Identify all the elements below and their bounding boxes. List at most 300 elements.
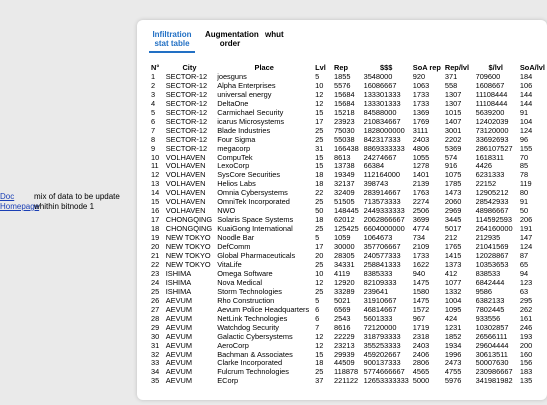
cell-rep-per-lvl: 1934: [444, 340, 462, 350]
cell-number: 4: [151, 98, 156, 108]
cell-number: 13: [151, 179, 160, 189]
cell-number: 20: [151, 242, 160, 252]
cell-number: 19: [151, 233, 160, 243]
cell-lvl: 6: [315, 313, 320, 323]
cell-soa-rep: 1733: [412, 251, 430, 261]
cell-soa-rep: 4806: [412, 143, 430, 153]
cell-soa-rep: 940: [412, 268, 426, 278]
cell-city: VOLHAVEN: [165, 161, 206, 171]
cell-rep-per-lvl: 1004: [444, 295, 462, 305]
cell-city: VOLHAVEN: [165, 152, 206, 162]
tab-label: Augmentation order: [205, 30, 259, 48]
cell-rep: 15218: [334, 107, 355, 117]
cell-city: AEVUM: [165, 322, 193, 332]
cell-rep-per-lvl: 1415: [444, 251, 462, 261]
cell-rep-per-lvl: 1765: [444, 242, 462, 252]
cell-money-per-lvl: 4426: [475, 161, 493, 171]
cell-rep-per-lvl: 2060: [444, 197, 462, 207]
cell-soa-per-lvl: 156: [519, 358, 533, 368]
doc-link[interactable]: Doc: [0, 192, 15, 201]
cell-lvl: 50: [315, 206, 324, 216]
cell-money-per-lvl: 12028867: [475, 251, 509, 261]
cell-rep-per-lvl: 412: [444, 268, 458, 278]
cell-lvl: 5: [315, 71, 320, 81]
cell-money-per-lvl: 26566111: [475, 331, 508, 341]
cell-rep: 221122: [334, 376, 359, 386]
cell-rep: 44509: [334, 358, 355, 368]
cell-place: Clarke Incorporated: [217, 358, 283, 368]
cell-lvl: 17: [315, 242, 324, 252]
cell-number: 26: [151, 295, 160, 305]
cell-rep: 5576: [334, 80, 351, 90]
cell-rep: 13738: [334, 161, 355, 171]
cell-number: 32: [151, 349, 160, 359]
cell-city: NEW TOKYO: [165, 251, 211, 261]
cell-soa-rep: 1622: [412, 259, 430, 269]
cell-lvl: 12: [315, 277, 324, 287]
cell-soa-rep: 2274: [412, 197, 430, 207]
cell-city: ISHIMA: [165, 286, 192, 296]
cell-place: Solaris Space Systems: [217, 215, 294, 225]
cell-soa-rep: 1055: [412, 152, 430, 162]
cell-lvl: 20: [315, 251, 324, 261]
cell-place: NWO: [217, 206, 236, 216]
header-soa-per-lvl: SoA/lvl: [519, 63, 545, 72]
homepage-link[interactable]: Homepage: [0, 202, 40, 211]
cell-money: 133301333: [363, 98, 401, 108]
tab-bar: [149, 30, 294, 53]
cell-soa-rep: 734: [412, 233, 426, 243]
cell-soa-per-lvl: 70: [519, 152, 529, 162]
sidebar-links: [0, 192, 40, 212]
cell-lvl: 15: [315, 152, 324, 162]
cell-money: 12653333333: [363, 376, 409, 386]
cell-place: DefComm: [217, 242, 251, 252]
cell-number: 25: [151, 286, 160, 296]
cell-rep: 29939: [334, 349, 355, 359]
header-rep: Rep: [334, 63, 348, 72]
cell-city: SECTOR-12: [165, 89, 208, 99]
cell-place: Helios Labs: [217, 179, 256, 189]
cell-city: SECTOR-12: [165, 116, 208, 126]
cell-rep-per-lvl: 558: [444, 80, 458, 90]
cell-money: 2449333333: [363, 206, 405, 216]
table-row: [149, 377, 547, 386]
cell-lvl: 25: [315, 134, 324, 144]
cell-money-per-lvl: 212935: [475, 233, 501, 243]
header-rep-per-lvl: Rep/lvl: [444, 63, 470, 72]
cell-lvl: 5: [315, 295, 320, 305]
cell-city: SECTOR-12: [165, 107, 208, 117]
cell-city: AEVUM: [165, 349, 193, 359]
cell-soa-rep: 1475: [412, 295, 430, 305]
cell-soa-rep: 5000: [412, 376, 430, 386]
cell-soa-per-lvl: 200: [519, 340, 533, 350]
cell-lvl: 25: [315, 224, 324, 234]
cell-money: 357706667: [363, 242, 401, 252]
cell-number: 16: [151, 206, 160, 216]
cell-place: Alpha Enterprises: [217, 80, 276, 90]
cell-soa-rep: 1733: [412, 98, 430, 108]
cell-soa-per-lvl: 135: [519, 376, 533, 386]
cell-soa-per-lvl: 85: [519, 161, 529, 171]
cell-money-per-lvl: 9586: [475, 286, 493, 296]
cell-money: 283914667: [363, 188, 401, 198]
cell-number: 24: [151, 277, 160, 287]
cell-city: SECTOR-12: [165, 98, 208, 108]
cell-rep: 125425: [334, 224, 359, 234]
cell-money: 2062866667: [363, 215, 405, 225]
cell-place: Blade Industries: [217, 125, 271, 135]
cell-lvl: 22: [315, 188, 324, 198]
cell-soa-rep: 2318: [412, 331, 430, 341]
sidebar-note: mix of data to be update whithin bitnode 1: [34, 192, 120, 211]
cell-rep: 15684: [334, 98, 355, 108]
cell-money-per-lvl: 33692693: [475, 134, 509, 144]
tab-augmentation-order[interactable]: [205, 30, 259, 53]
cell-money-per-lvl: 11108444: [475, 98, 508, 108]
cell-city: AEVUM: [165, 295, 193, 305]
cell-money-per-lvl: 48986667: [475, 206, 509, 216]
content-panel: [137, 20, 547, 400]
cell-place: ECorp: [217, 376, 239, 386]
cell-city: VOLHAVEN: [165, 188, 206, 198]
cell-money: 16086667: [363, 80, 397, 90]
cell-rep-per-lvl: 371: [444, 71, 458, 81]
cell-rep-per-lvl: 1307: [444, 89, 462, 99]
cell-soa-rep: 1769: [412, 116, 430, 126]
cell-rep: 23213: [334, 340, 355, 350]
cell-number: 15: [151, 197, 160, 207]
cell-number: 18: [151, 224, 160, 234]
cell-soa-per-lvl: 191: [519, 224, 533, 234]
cell-number: 10: [151, 152, 160, 162]
cell-rep-per-lvl: 2202: [444, 134, 462, 144]
cell-money: 459202667: [363, 349, 401, 359]
infiltration-stat-table: [149, 64, 547, 386]
tab-label: whut: [265, 30, 284, 39]
cell-soa-per-lvl: 80: [519, 188, 529, 198]
cell-number: 29: [151, 322, 160, 332]
cell-rep-per-lvl: 1231: [444, 322, 462, 332]
cell-city: AEVUM: [165, 304, 193, 314]
cell-rep-per-lvl: 1473: [444, 188, 462, 198]
cell-number: 23: [151, 268, 160, 278]
cell-soa-per-lvl: 119: [519, 179, 532, 189]
cell-soa-rep: 1278: [412, 161, 430, 171]
cell-number: 34: [151, 367, 160, 377]
cell-money: 258841333: [363, 259, 401, 269]
cell-lvl: 25: [315, 197, 324, 207]
cell-soa-per-lvl: 124: [519, 125, 533, 135]
cell-rep-per-lvl: 5369: [444, 143, 462, 153]
cell-rep: 8616: [334, 322, 351, 332]
cell-place: SysCore Securities: [217, 170, 281, 180]
cell-money-per-lvl: 50007630: [475, 358, 509, 368]
cell-place: DeltaOne: [217, 98, 249, 108]
cell-number: 33: [151, 358, 160, 368]
cell-money-per-lvl: 1618311: [475, 152, 504, 162]
cell-rep: 8613: [334, 152, 351, 162]
cell-place: icarus Microsystems: [217, 116, 285, 126]
cell-place: Nova Medical: [217, 277, 262, 287]
cell-lvl: 18: [315, 358, 324, 368]
cell-rep: 28305: [334, 251, 355, 261]
cell-number: 9: [151, 143, 156, 153]
cell-place: Noodle Bar: [217, 233, 255, 243]
cell-city: SECTOR-12: [165, 71, 208, 81]
cell-soa-rep: 1475: [412, 277, 430, 287]
cell-money: 66384: [363, 161, 385, 171]
cell-lvl: 15: [315, 161, 324, 171]
cell-number: 12: [151, 170, 160, 180]
header-city: City: [182, 63, 197, 72]
cell-money: 3548000: [363, 71, 393, 81]
cell-lvl: 15: [315, 107, 324, 117]
cell-money-per-lvl: 11108444: [475, 89, 508, 99]
cell-soa-rep: 2506: [412, 206, 430, 216]
cell-lvl: 25: [315, 286, 324, 296]
cell-place: Omnia Cybersystems: [217, 188, 288, 198]
cell-rep-per-lvl: 916: [444, 161, 458, 171]
header-soa-rep: SoA rep: [412, 63, 441, 72]
cell-city: VOLHAVEN: [165, 197, 206, 207]
cell-money-per-lvl: 5639200: [475, 107, 505, 117]
cell-money-per-lvl: 73120000: [475, 125, 509, 135]
cell-soa-rep: 920: [412, 71, 426, 81]
cell-rep-per-lvl: 1407: [444, 116, 462, 126]
cell-rep-per-lvl: 3445: [444, 215, 462, 225]
cell-money-per-lvl: 21041569: [475, 242, 509, 252]
cell-place: Global Pharmaceuticals: [217, 251, 296, 261]
cell-money: 713573333: [363, 197, 401, 207]
cell-place: Carmichael Security: [217, 107, 284, 117]
cell-lvl: 12: [315, 89, 324, 99]
cell-soa-rep: 1580: [412, 286, 430, 296]
cell-rep-per-lvl: 1852: [444, 331, 462, 341]
cell-soa-rep: 2109: [412, 242, 430, 252]
cell-number: 22: [151, 259, 160, 269]
cell-city: SECTOR-12: [165, 143, 208, 153]
cell-number: 8: [151, 134, 156, 144]
cell-money: 72120000: [363, 322, 397, 332]
cell-number: 3: [151, 89, 156, 99]
cell-soa-per-lvl: 160: [519, 349, 533, 359]
cell-rep: 1059: [334, 233, 351, 243]
cell-lvl: 12: [315, 340, 324, 350]
cell-rep-per-lvl: 1996: [444, 349, 462, 359]
cell-lvl: 10: [315, 80, 324, 90]
cell-place: VitaLife: [217, 259, 242, 269]
cell-soa-per-lvl: 161: [519, 313, 533, 323]
cell-lvl: 5: [315, 233, 320, 243]
cell-rep: 15684: [334, 89, 355, 99]
cell-soa-per-lvl: 262: [519, 304, 533, 314]
cell-rep: 23923: [334, 116, 355, 126]
cell-lvl: 18: [315, 179, 324, 189]
cell-lvl: 25: [315, 125, 324, 135]
cell-place: OmniTek Incorporated: [217, 197, 290, 207]
cell-rep: 33289: [334, 286, 355, 296]
cell-soa-rep: 2139: [412, 179, 430, 189]
cell-lvl: 25: [315, 367, 324, 377]
cell-money: 1064673: [363, 233, 393, 243]
cell-city: AEVUM: [165, 376, 193, 386]
cell-money-per-lvl: 29604444: [475, 340, 509, 350]
cell-city: AEVUM: [165, 367, 193, 377]
cell-soa-per-lvl: 206: [519, 215, 533, 225]
cell-soa-rep: 1063: [412, 80, 430, 90]
cell-soa-per-lvl: 65: [519, 259, 529, 269]
cell-rep-per-lvl: 1373: [444, 259, 462, 269]
cell-lvl: 10: [315, 268, 324, 278]
cell-city: AEVUM: [165, 313, 193, 323]
cell-rep-per-lvl: 1307: [444, 98, 462, 108]
cell-money: 24274667: [363, 152, 397, 162]
cell-money: 240577333: [363, 251, 401, 261]
cell-money-per-lvl: 10353653: [475, 259, 509, 269]
cell-money-per-lvl: 286107527: [475, 143, 513, 153]
cell-rep-per-lvl: 212: [444, 233, 458, 243]
cell-place: KuaiGong International: [217, 224, 293, 234]
cell-city: NEW TOKYO: [165, 233, 211, 243]
cell-soa-rep: 3699: [412, 215, 430, 225]
tab-whut[interactable]: [265, 30, 284, 53]
cell-place: Bachman & Associates: [217, 349, 293, 359]
cell-soa-rep: 4774: [412, 224, 430, 234]
cell-soa-rep: 967: [412, 313, 426, 323]
cell-rep: 22229: [334, 331, 355, 341]
cell-rep-per-lvl: 2969: [444, 206, 462, 216]
cell-rep: 51505: [334, 197, 355, 207]
cell-rep-per-lvl: 1015: [444, 107, 462, 117]
cell-soa-rep: 1733: [412, 89, 430, 99]
cell-soa-per-lvl: 295: [519, 295, 533, 305]
cell-city: SECTOR-12: [165, 80, 208, 90]
cell-place: Rho Construction: [217, 295, 275, 305]
cell-rep-per-lvl: 1075: [444, 170, 462, 180]
cell-rep-per-lvl: 1785: [444, 179, 462, 189]
cell-city: AEVUM: [165, 358, 193, 368]
tab-label: Infiltration stat table: [152, 30, 192, 48]
cell-number: 17: [151, 215, 160, 225]
cell-rep: 75030: [334, 125, 355, 135]
cell-soa-per-lvl: 246: [519, 322, 533, 332]
cell-money: 5774666667: [363, 367, 405, 377]
cell-number: 1: [151, 71, 156, 81]
cell-soa-rep: 1369: [412, 107, 430, 117]
cell-place: Omega Software: [217, 268, 273, 278]
cell-money-per-lvl: 28542933: [475, 197, 509, 207]
cell-rep: 32409: [334, 188, 355, 198]
cell-rep: 148445: [334, 206, 359, 216]
cell-money-per-lvl: 341981982: [475, 376, 513, 386]
cell-number: 2: [151, 80, 156, 90]
cell-soa-per-lvl: 106: [519, 80, 533, 90]
cell-city: ISHIMA: [165, 277, 192, 287]
cell-place: Four Sigma: [217, 134, 256, 144]
cell-lvl: 15: [315, 349, 324, 359]
header-place: Place: [254, 63, 274, 72]
cell-rep: 62012: [334, 215, 355, 225]
cell-soa-per-lvl: 124: [519, 242, 533, 252]
cell-soa-per-lvl: 94: [519, 268, 529, 278]
cell-number: 31: [151, 340, 160, 350]
cell-rep-per-lvl: 1095: [444, 304, 462, 314]
cell-soa-per-lvl: 184: [519, 71, 533, 81]
cell-place: Storm Technologies: [217, 286, 282, 296]
cell-city: ISHIMA: [165, 268, 192, 278]
cell-soa-rep: 2806: [412, 358, 430, 368]
cell-soa-per-lvl: 63: [519, 286, 529, 296]
cell-money-per-lvl: 1608667: [475, 80, 505, 90]
cell-money: 318793333: [363, 331, 401, 341]
cell-place: joesguns: [217, 71, 247, 81]
cell-soa-rep: 3111: [412, 125, 429, 135]
cell-money: 46814667: [363, 304, 397, 314]
cell-soa-per-lvl: 87: [519, 251, 529, 261]
cell-city: VOLHAVEN: [165, 179, 206, 189]
cell-place: LexoCorp: [217, 161, 250, 171]
cell-city: CHONGQING: [165, 224, 213, 234]
cell-city: NEW TOKYO: [165, 259, 211, 269]
cell-rep: 118878: [334, 367, 359, 377]
cell-soa-per-lvl: 50: [519, 206, 529, 216]
cell-place: CompuTek: [217, 152, 253, 162]
cell-money: 5601333: [363, 313, 393, 323]
cell-money-per-lvl: 12402039: [475, 116, 509, 126]
cell-soa-rep: 1763: [412, 188, 430, 198]
cell-place: Watchdog Security: [217, 322, 279, 332]
cell-money: 8385333: [363, 268, 393, 278]
cell-rep: 4119: [334, 268, 350, 278]
cell-rep: 6569: [334, 304, 351, 314]
cell-soa-per-lvl: 123: [519, 277, 533, 287]
cell-money: 1828000000: [363, 125, 405, 135]
cell-rep-per-lvl: 2473: [444, 358, 462, 368]
cell-money-per-lvl: 838533: [475, 268, 501, 278]
cell-soa-per-lvl: 183: [519, 367, 533, 377]
cell-number: 11: [151, 161, 159, 171]
cell-soa-rep: 2403: [412, 134, 430, 144]
cell-lvl: 25: [315, 259, 324, 269]
cell-lvl: 18: [315, 170, 324, 180]
cell-money: 355253333: [363, 340, 401, 350]
cell-rep: 5021: [334, 295, 351, 305]
cell-rep: 30000: [334, 242, 355, 252]
header-money: $$$: [380, 63, 393, 72]
cell-lvl: 17: [315, 116, 324, 126]
cell-number: 14: [151, 188, 160, 198]
cell-number: 5: [151, 107, 156, 117]
cell-number: 7: [151, 125, 156, 135]
cell-soa-per-lvl: 91: [519, 197, 529, 207]
cell-city: SECTOR-12: [165, 134, 208, 144]
cell-money-per-lvl: 933556: [475, 313, 501, 323]
cell-money: 112164000: [363, 170, 401, 180]
cell-rep-per-lvl: 3001: [444, 125, 462, 135]
cell-money-per-lvl: 30613511: [475, 349, 508, 359]
cell-soa-per-lvl: 96: [519, 134, 529, 144]
cell-rep-per-lvl: 424: [444, 313, 458, 323]
cell-money-per-lvl: 6231333: [475, 170, 505, 180]
cell-money-per-lvl: 709600: [475, 71, 501, 81]
tab-infiltration-stat-table[interactable]: [149, 30, 195, 53]
header-money-per-lvl: $/lvl: [488, 63, 503, 72]
cell-soa-per-lvl: 144: [519, 89, 533, 99]
cell-rep: 32137: [334, 179, 355, 189]
cell-money: 900137333: [363, 358, 401, 368]
